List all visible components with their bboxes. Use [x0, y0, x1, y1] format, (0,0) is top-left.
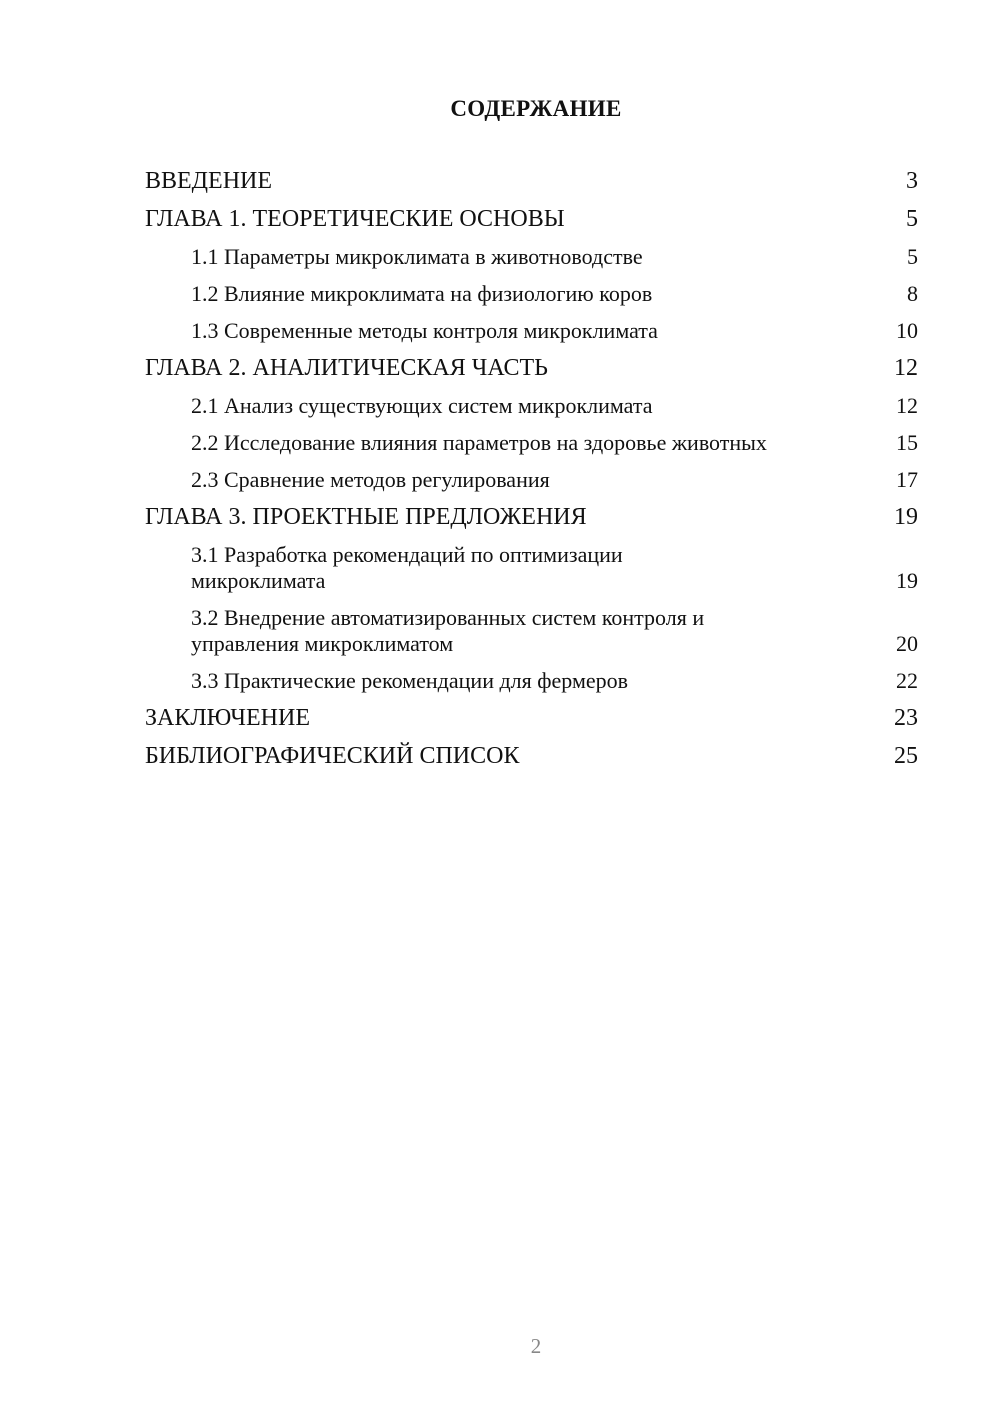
toc-entry-page: 15 [896, 430, 918, 455]
table-of-contents [145, 168, 918, 781]
toc-entry-text: 1.2 Влияние микроклимата на физиологию коров [191, 281, 653, 306]
page-number: 2 [530, 1334, 542, 1358]
toc-entry-text: 1.3 Современные методы контроля микроклимата [191, 318, 658, 343]
toc-entry-page: 22 [896, 668, 918, 693]
toc-entry-page: 12 [894, 355, 918, 381]
toc-entry-section-1-2[interactable] [145, 281, 918, 307]
toc-entry-page: 12 [896, 393, 918, 418]
toc-entry-chapter-2[interactable] [145, 355, 918, 382]
toc-entry-text: 3.2 Внедрение автоматизированных систем контроля и управления микроклиматом [191, 605, 705, 656]
toc-entry-page: 19 [896, 568, 918, 593]
toc-entry-page: 10 [896, 318, 918, 343]
toc-entry-bibliography[interactable] [145, 743, 918, 770]
toc-entry-page: 3 [906, 168, 918, 194]
toc-entry-page: 8 [907, 281, 918, 306]
toc-entry-text: 3.1 Разработка рекомендаций по оптимизации микроклимата [191, 542, 623, 593]
toc-entry-section-2-1[interactable] [145, 393, 918, 419]
toc-entry-section-1-1[interactable] [145, 244, 918, 270]
toc-entry-section-3-3[interactable] [145, 668, 918, 694]
toc-entry-text: 2.3 Сравнение методов регулирования [191, 467, 550, 492]
toc-entry-page: 5 [906, 206, 918, 232]
toc-entry-text: ГЛАВА 1. ТЕОРЕТИЧЕСКИЕ ОСНОВЫ [145, 206, 565, 232]
toc-entry-chapter-1[interactable] [145, 206, 918, 233]
toc-entry-section-3-2[interactable] [145, 605, 918, 657]
toc-entry-text: ГЛАВА 2. АНАЛИТИЧЕСКАЯ ЧАСТЬ [145, 355, 548, 381]
toc-entry-text: 2.1 Анализ существующих систем микроклимата [191, 393, 653, 418]
toc-entry-text: ГЛАВА 3. ПРОЕКТНЫЕ ПРЕДЛОЖЕНИЯ [145, 504, 587, 530]
toc-entry-section-3-1[interactable] [145, 542, 918, 594]
toc-entry-section-2-2[interactable] [145, 430, 918, 456]
toc-entry-page: 17 [896, 467, 918, 492]
toc-entry-page: 25 [894, 743, 918, 769]
toc-entry-text: БИБЛИОГРАФИЧЕСКИЙ СПИСОК [145, 743, 520, 769]
toc-entry-page: 20 [896, 631, 918, 656]
toc-entry-section-2-3[interactable] [145, 467, 918, 493]
toc-entry-page: 5 [907, 244, 918, 269]
toc-entry-text: ВВЕДЕНИЕ [145, 168, 273, 194]
toc-entry-text: 1.1 Параметры микроклимата в животноводстве [191, 244, 643, 269]
toc-entry-text: 3.3 Практические рекомендации для фермеров [191, 668, 629, 693]
toc-entry-introduction[interactable] [145, 168, 918, 195]
toc-entry-page: 23 [894, 705, 918, 731]
toc-entry-section-1-3[interactable] [145, 318, 918, 344]
toc-entry-page: 19 [894, 504, 918, 530]
toc-entry-text: ЗАКЛЮЧЕНИЕ [145, 705, 310, 731]
toc-entry-chapter-3[interactable] [145, 504, 918, 531]
toc-entry-conclusion[interactable] [145, 705, 918, 732]
toc-entry-text: 2.2 Исследование влияния параметров на здоровье животных [191, 430, 767, 455]
page-title: СОДЕРЖАНИЕ [450, 96, 622, 121]
